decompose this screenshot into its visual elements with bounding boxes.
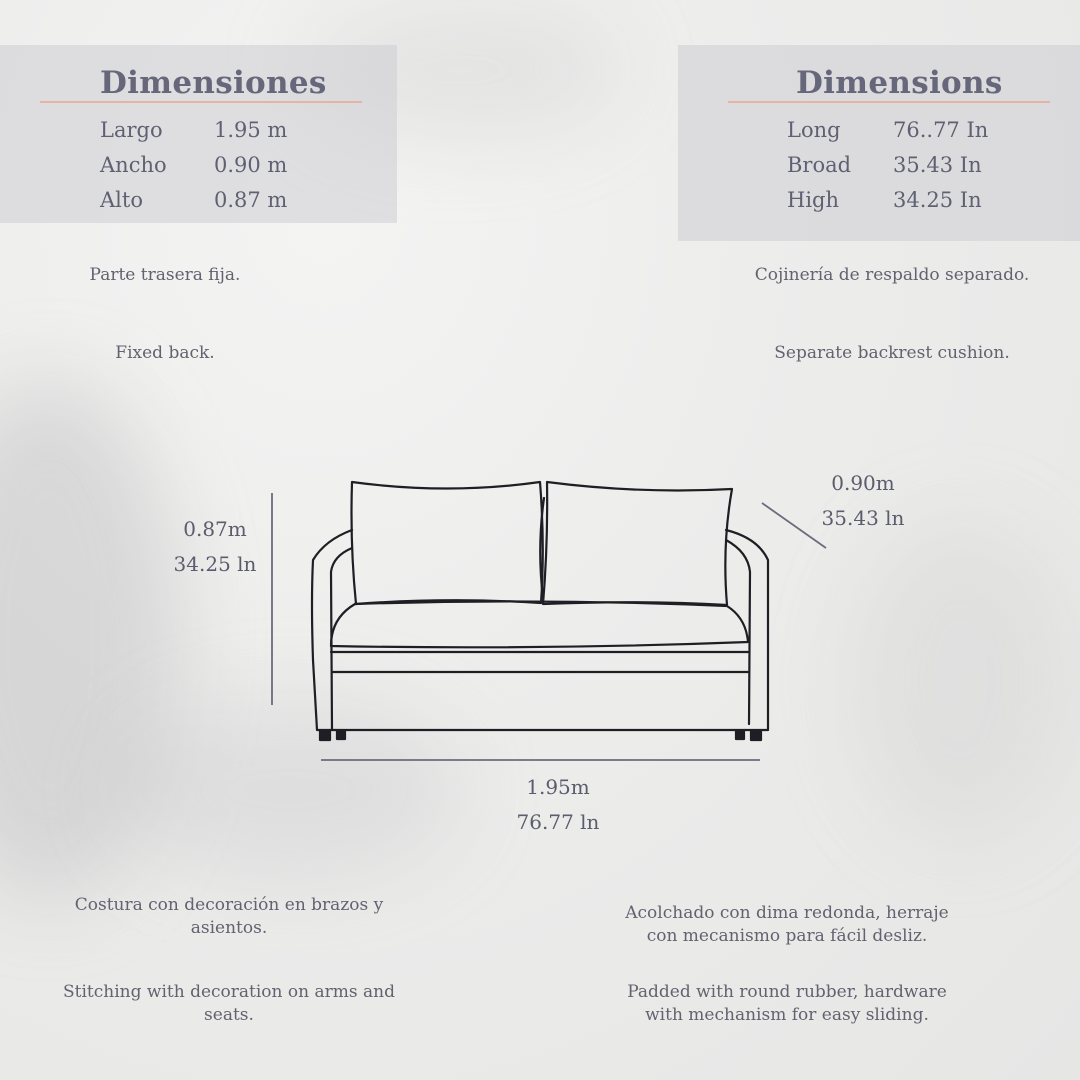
back-cushion-right [543, 482, 732, 605]
feature-stitching-en: Stitching with decoration on arms and seats. [63, 982, 395, 1025]
depth-inches: 35.43 ln [821, 506, 905, 530]
width-inches: 76.77 ln [516, 810, 600, 834]
sofa-leg [736, 731, 744, 739]
seat-cushion [331, 601, 748, 647]
dimension-value: 34.25 In [893, 188, 982, 212]
dimension-label: High [787, 188, 839, 212]
left-arm-inner [331, 548, 352, 730]
depth-meters: 0.90m [831, 471, 895, 495]
dimension-label: Ancho [100, 153, 167, 177]
sofa-leg [337, 731, 345, 739]
width-meters: 1.95m [526, 775, 590, 799]
dimension-label: Broad [787, 153, 852, 177]
dimension-label: Largo [100, 118, 163, 142]
height-inches: 34.25 ln [173, 552, 257, 576]
feature-padding-es: Acolchado con dima redonda, herraje con mecanismo para fácil desliz. [625, 903, 949, 946]
spanish-dimensions-title: Dimensiones [100, 65, 327, 101]
height-meters: 0.87m [183, 517, 247, 541]
back-cushion-left [352, 482, 543, 604]
depth-dimension-line [762, 503, 826, 548]
feature-cushion-en: Separate backrest cushion. [774, 343, 1010, 363]
dimension-label: Long [787, 118, 841, 142]
feature-back-es: Parte trasera fija. [89, 265, 241, 285]
dimension-value: 1.95 m [214, 118, 288, 142]
sofa-leg [320, 731, 330, 740]
dimension-value: 0.90 m [214, 153, 288, 177]
dimension-value: 76..77 In [893, 118, 989, 142]
feature-stitching-es: Costura con decoración en brazos y asientos. [74, 895, 384, 938]
dimension-value: 35.43 In [893, 153, 982, 177]
feature-padding-en: Padded with round rubber, hardware with mechanism for easy sliding. [627, 982, 947, 1025]
feature-cushion-es: Cojinería de respaldo separado. [754, 265, 1030, 285]
dimension-value: 0.87 m [214, 188, 288, 212]
feature-back-en: Fixed back. [115, 343, 215, 363]
english-dimensions-title: Dimensions [796, 65, 1003, 101]
dimension-label: Alto [100, 188, 143, 212]
sofa-leg [751, 731, 761, 740]
